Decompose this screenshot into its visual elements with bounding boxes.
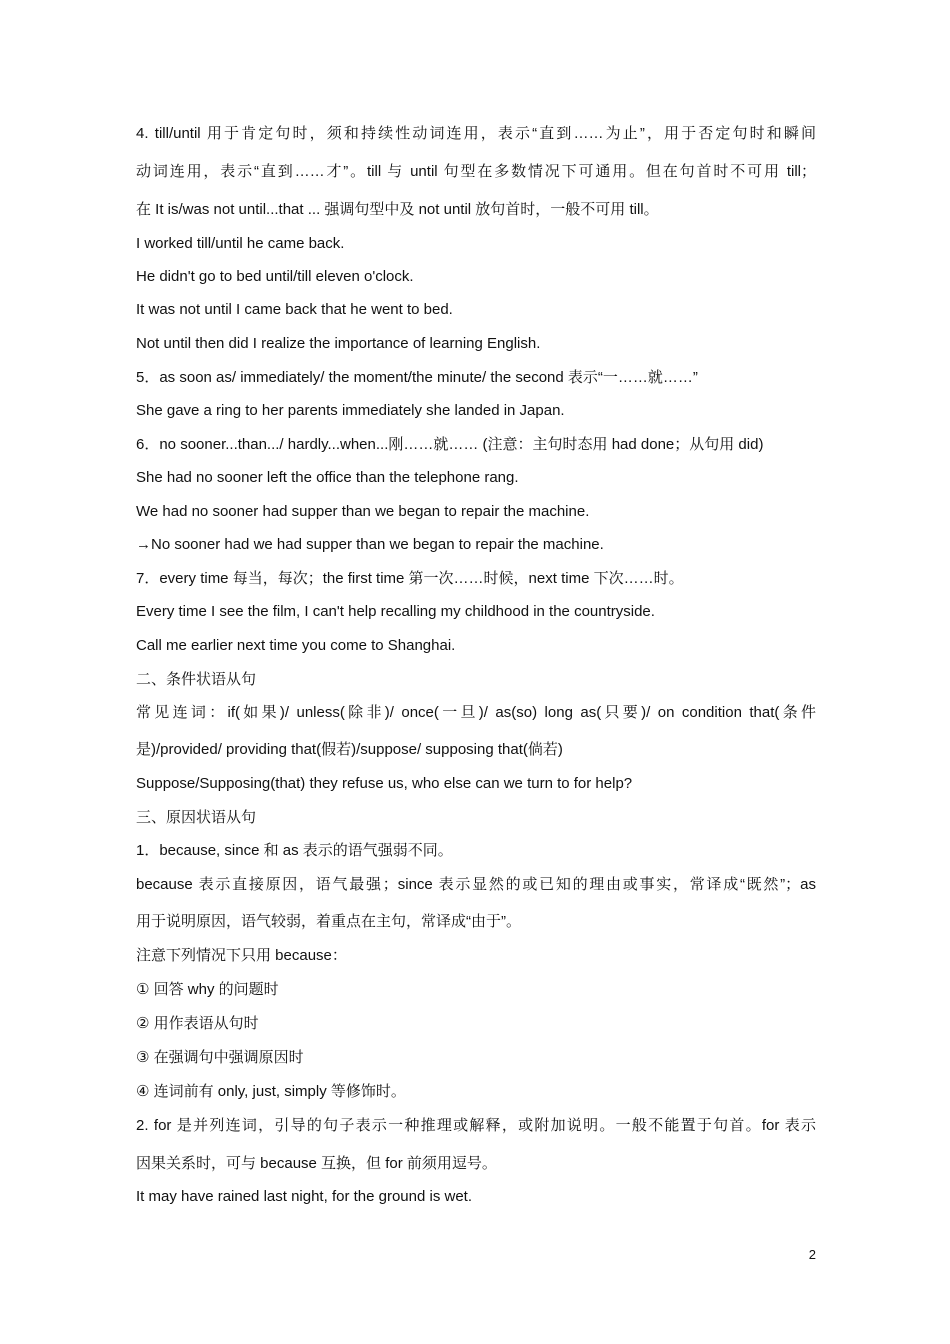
list-item: ② 用作表语从句时 xyxy=(136,1015,259,1032)
example-sentence: It was not until I came back that he went to bed. xyxy=(136,301,453,318)
list-item: ③ 在强调句中强调原因时 xyxy=(136,1049,304,1066)
rule-heading: 5．as soon as/ immediately/ the moment/the minute/ the second 表示“一……就……” xyxy=(136,369,698,386)
rule-heading: 7．every time 每当，每次；the first time 第一次……时候，next time 下次……时。 xyxy=(136,570,684,587)
example-sentence: I worked till/until he came back. xyxy=(136,235,345,252)
paragraph-line: 动词连用，表示“直到……才”。till 与 until 句型在多数情况下可通用。但在句首时不可用 till； xyxy=(136,163,816,180)
paragraph-line: 2. for 是并列连词，引导的句子表示一种推理或解释，或附加说明。一般不能置于句首。for 表示 xyxy=(136,1117,816,1134)
paragraph-line: 4. till/until 用于肯定句时，须和持续性动词连用，表示“直到……为止”，用于否定句时和瞬间 xyxy=(136,125,816,142)
example-sentence: Suppose/Supposing(that) they refuse us, who else can we turn to for help? xyxy=(136,775,633,792)
paragraph-line: because 表示直接原因，语气最强；since 表示显然的或已知的理由或事实，常译成“既然”；as xyxy=(136,876,816,893)
paragraph-line: 用于说明原因，语气较弱，着重点在主句，常译成“由于”。 xyxy=(136,913,521,930)
paragraph-line: 注意下列情况下只用 because： xyxy=(136,947,347,964)
rule-heading: 6．no sooner...than.../ hardly...when...刚……就…… (注意：主句时态用 had done；从句用 did) xyxy=(136,436,764,453)
example-sentence: We had no sooner had supper than we began to repair the machine. xyxy=(136,503,590,520)
section-heading: 三、原因状语从句 xyxy=(136,809,257,826)
example-sentence: He didn't go to bed until/till eleven o'clock. xyxy=(136,268,414,285)
example-sentence: It may have rained last night, for the ground is wet. xyxy=(136,1188,473,1205)
page-number: 2 xyxy=(808,1247,816,1262)
example-sentence: →No sooner had we had supper than we began to repair the machine. xyxy=(136,536,604,553)
example-sentence: Not until then did I realize the importance of learning English. xyxy=(136,335,541,352)
list-item: ① 回答 why 的问题时 xyxy=(136,981,279,998)
list-item: ④ 连词前有 only, just, simply 等修饰时。 xyxy=(136,1083,406,1100)
paragraph-line: 是)/provided/ providing that(假若)/suppose/ supposing that(倘若) xyxy=(136,741,563,758)
example-sentence: She gave a ring to her parents immediately she landed in Japan. xyxy=(136,402,565,419)
paragraph-line: 因果关系时，可与 because 互换，但 for 前须用逗号。 xyxy=(136,1155,497,1172)
example-sentence: Call me earlier next time you come to Shanghai. xyxy=(136,637,456,654)
example-sentence: She had no sooner left the office than the telephone rang. xyxy=(136,469,519,486)
section-heading: 二、条件状语从句 xyxy=(136,671,257,688)
example-sentence: Every time I see the film, I can't help recalling my childhood in the countryside. xyxy=(136,603,655,620)
rule-heading: 1．because, since 和 as 表示的语气强弱不同。 xyxy=(136,842,453,859)
paragraph-line: 常见连词：if(如果)/ unless(除非)/ once(一旦)/ as(so) long as(只要)/ on condition that(条件 xyxy=(136,704,816,721)
paragraph-line: 在 It is/was not until...that ... 强调句型中及 not until 放句首时，一般不可用 till。 xyxy=(136,201,659,218)
